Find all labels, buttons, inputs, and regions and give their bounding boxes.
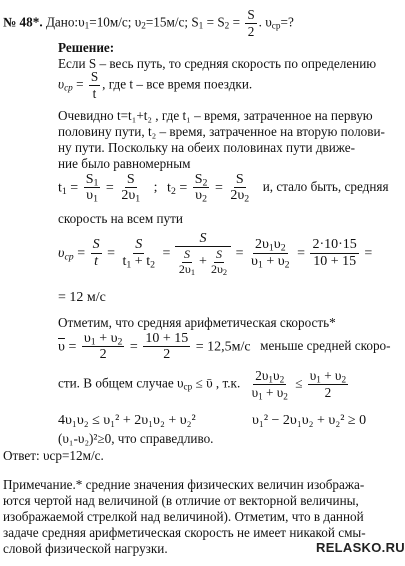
time-formulas: $t_1$ = $\frac{S_1}{\upsilon_1}$ = $\frac{S}{2\upsilon_1}$ ; $t_2$ = $\frac{S_2}{\upsilon_2}$ = $\frac{S}{2\upsilon_2}$ и, стало быть, средняя — [58, 172, 389, 205]
p2-line1: Очевидно t=t₁+t₂ , где t₁ – время, затраченное на первую — [58, 108, 373, 123]
note-line5: словой физической нагрузки. — [3, 541, 168, 556]
problem-header: № 48*. $Дано:\upsilon_1=10м/с$; $\upsilon_2=15м/с$; $S_1 = S_2$ = $\frac{S}{2}$ . $\upsilon_{ср}=$? — [3, 7, 294, 39]
definition-line: Если S – весь путь, то средняя скорость по определению — [58, 56, 377, 71]
result: = 12 м/с — [58, 290, 106, 305]
given-fraction: $\frac{S}{2}$ — [247, 7, 255, 39]
p2-line2: половину пути, t₂ – время, затраченное на вторую полови- — [58, 124, 385, 139]
solution-heading: Решение: — [58, 40, 115, 55]
p2-line3: ну пути. Поскольку на обеих половинах пути движе- — [58, 140, 355, 155]
arith-formula: $\overline{\upsilon}$ = $\frac{\upsilon_1 + \upsilon_2}{2}$ = $\frac{10 + 15}{2}$ = 12,5м/с меньше средней скоро- — [58, 331, 391, 363]
note-line2: ются чертой над величиной (в отличие от векторной величины, — [3, 493, 359, 508]
square-line: (υ₁-υ₂)²≥0, что справедливо. — [58, 431, 214, 446]
general-case: сти. В общем случае $\upsilon_{ср}$ ≤ ῡ , т.к. $\frac{2\upsilon_1\upsilon_2}{\upsilon_1 + \upsilon_2}$ ≤ $\frac{\upsilon_1 + \upsilon_2}{2}$ — [58, 368, 347, 401]
note-line4: задаче средняя арифметическая скорость не имеет никакой смы- — [3, 525, 366, 540]
p2-line4: ние было равномерным — [58, 156, 191, 171]
p3-line: скорость на всем пути — [58, 211, 183, 226]
watermark: RELASKO.RU — [316, 540, 405, 555]
problem-number: № 48*. — [3, 14, 43, 30]
arith-line: Отметим, что средняя арифметическая скорость* — [58, 315, 336, 330]
avg-speed-derivation: $\upsilon_{ср}$ = $\frac{S}{t}$ = $\frac{S}{t_1 + t_2}$ = S $\frac{S}{2\upsilon_1}$ + $\frac{S}{2\upsilon_2}$ = $\frac{2\upsilon_1\upsilon_2}{\upsilon_1 + \upsilon_2}$ = $\frac{2\cdot 10\cdot 15}{10 + 15}$ = — [58, 231, 373, 277]
inequality-left: 4υ₁υ₂ ≤ υ₁² + 2υ₁υ₂ + υ₂² — [58, 413, 196, 428]
note-line1: Примечание.* средние значения физических величин изобража- — [3, 477, 365, 492]
answer: Ответ: υср=12м/с. — [3, 448, 104, 463]
inequality-right: υ₁² − 2υ₁υ₂ + υ₂² ≥ 0 — [252, 413, 367, 428]
given-label: Дано:υ — [45, 14, 85, 30]
note-line3: изображаемой стрелкой над величиной). Отметим, что в данной — [3, 509, 364, 524]
avg-speed-definition: $\upsilon_{ср}$ = $\frac{S}{t}$ , где t – все время поездки. — [58, 69, 253, 101]
